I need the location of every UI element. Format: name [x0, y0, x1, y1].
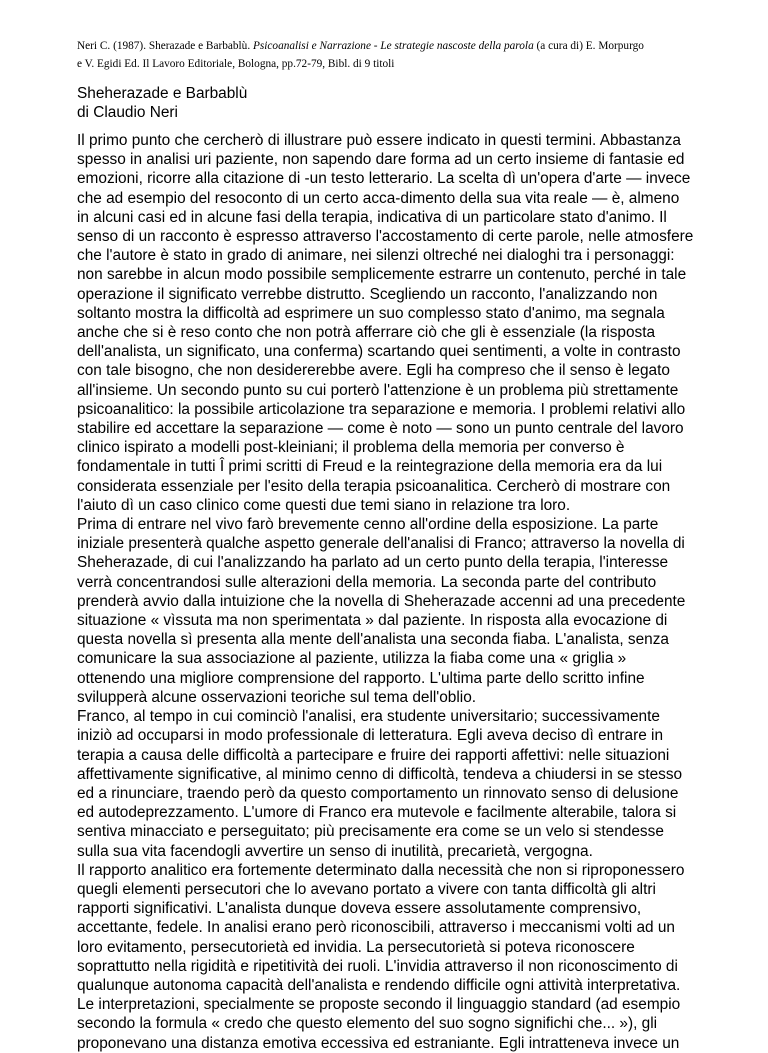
body-line: quegli elementi persecutori che lo avevano portato a vivere con tanta difficoltà gli altri	[77, 880, 656, 898]
citation-line-1	[77, 38, 697, 56]
body-line: ed a rinunciare, traendo però da questo comportamento un rinnovato senso di delusione	[77, 784, 679, 802]
body-line: iniziò ad occuparsi in modo professionale di letteratura. Egli aveva deciso dì entrare in	[77, 727, 664, 745]
body-line: prenderà avvio dalla intuizione che la novella di Sheherazade accenni ad una precedente	[77, 592, 686, 610]
body-line: stabilire ed accettare la separazione — come è noto — sono un punto centrale del lavoro	[77, 420, 684, 438]
body-line: dell'analista, un significato, una conferma) scartando quei sentimenti, a volte in contrasto	[77, 343, 681, 361]
body-line: l'aiuto dì un caso clinico come questi due temi siano in relazione tra loro.	[77, 496, 571, 514]
body-line: che ad esempio del resoconto di un certo acca-dimento della sua vita reale — è, almeno	[77, 189, 680, 207]
citation-editors: (a cura di) E. Morpurgo	[533, 40, 644, 52]
body-line: loro evitamento, persecutorietà ed invidia. La persecutorietà si poteva riconoscere	[77, 938, 635, 956]
citation-author-title: Neri C. (1987). Sherazade e Barbablù.	[77, 40, 253, 52]
body-text	[77, 131, 717, 1053]
body-line: situazione « vìssuta ma non sperimentata » dal paziente. In risposta alla evocazione di	[77, 612, 668, 630]
body-line: emozioni, ricorre alla citazione di -un testo letterario. La scelta dì un'opera d'arte — invece	[77, 170, 691, 188]
title-block	[77, 84, 697, 122]
body-line: terapia a causa delle difficoltà a partecipare e fruire dei rapporti affettivi: nelle situazioni	[77, 746, 670, 764]
body-line: Franco, al tempo in cui cominciò l'analisi, era studente universitario; successivamente	[77, 708, 660, 726]
body-line: svilupperà alcune osservazioni teoriche sul tema dell'oblio.	[77, 688, 477, 706]
body-line: clinico ispirato a modelli post-kleiniani; il problema della memoria per converso è	[77, 439, 625, 457]
body-line: sentiva minacciato e perseguitato; più precisamente era come se un velo si stendesse	[77, 823, 664, 841]
body-line: Prima di entrare nel vivo farò brevemente cenno all'ordine della esposizione. La parte	[77, 516, 659, 534]
body-line: non sarebbe in alcun modo possibile semplicemente estrarre un contenuto, perché in tale	[77, 266, 687, 284]
body-line: all'insieme. Un secondo punto su cui porterò l'attenzione è un problema più strettamente	[77, 381, 679, 399]
body-line: ed autodeprezzamento. L'umore di Franco era mutevole e facilmente alterabile, talora si	[77, 804, 677, 822]
body-line: ottenendo una migliore comprensione del rapporto. L'ultima parte dello scritto infine	[77, 669, 645, 687]
body-line: anche che si è reso conto che non potrà afferrare ciò che gli è essenziale (la risposta	[77, 324, 656, 342]
body-line: fondamentale in tutti Î primi scritti di Freud e la reintegrazione della memoria era da lui	[77, 458, 663, 476]
body-line: considerata essenziale per l'esito della terapia psicoanalitica. Cercherò di mostrare con	[77, 477, 671, 495]
document-author: di Claudio Neri	[77, 104, 178, 121]
citation	[77, 38, 697, 73]
body-line: Le interpretazioni, specialmente se proposte secondo il linguaggio standard (ad esempio	[77, 996, 681, 1014]
body-line: Il rapporto analitico era fortemente determinato dalla necessità che non si riproponessero	[77, 861, 685, 879]
body-line: questa novella sì presenta alla mente dell'analista una seconda fiaba. L'analista, senza	[77, 631, 669, 649]
document-title: Sheherazade e Barbablù	[77, 85, 248, 102]
body-line: Sheherazade, di cui l'analizzando ha parlato ad un certo punto della terapia, l'interesse	[77, 554, 669, 572]
citation-journal: Psicoanalisi e Narrazione - Le strategie nascoste della parola	[252, 40, 534, 52]
body-line: comunicare la sua associazione al paziente, utilizza la fiaba come una « griglia »	[77, 650, 627, 668]
body-line: operazione il significato verrebbe distrutto. Scegliendo un racconto, l'analizzando non	[77, 285, 658, 303]
body-line: qualunque autonoma capacità dell'analista e rendendo difficile ogni attività interpretativa.	[77, 976, 681, 994]
body-line: rapporti significativi. L'analista dunque doveva essere assolutamente comprensivo,	[77, 900, 642, 918]
body-line: iniziale presenterà qualche aspetto generale dell'analisi di Franco; attraverso la novella di	[77, 535, 685, 553]
body-line: senso di un racconto è espresso attraverso l'accostamento di certe parole, nelle atmosfere	[77, 228, 694, 246]
body-line: Il primo punto che cercherò di illustrare può essere indicato in questi termini. Abbastanza	[77, 132, 681, 149]
body-line: verrà concentrandosi sulle alterazioni della memoria. La seconda parte del contributo	[77, 573, 657, 591]
body-line: con tale bisogno, che non desidererebbe avere. Egli ha compreso che il senso è legato	[77, 362, 670, 380]
body-line: affettivamente significative, al minimo cenno di difficoltà, tendeva a chiudersi in se stesso	[77, 765, 683, 783]
body-line: proponevano una distanza emotiva eccessiva ed estraniante. Egli intratteneva invece un	[77, 1034, 680, 1052]
body-line: che l'autore è stato in grado di animare, nei silenzi oltreché nei dialoghi tra i personaggi:	[77, 247, 675, 265]
citation-line-2: e V. Egidi Ed. Il Lavoro Editoriale, Bologna, pp.72-79, Bibl. di 9 titoli	[77, 57, 395, 70]
body-line: psicoanalitico: la possibile articolazione tra separazione e memoria. I problemi relativi allo	[77, 400, 686, 418]
body-line: secondo la formula « credo che questo elemento del suo sogno significhi che... »), gli	[77, 1015, 658, 1033]
body-line: in alcuni casi ed in alcune fasi della terapia, indicativa di un particolare stato d'animo. Il	[77, 208, 667, 226]
body-line: sulla sua vita facendogli avvertire un senso di inutilità, precarietà, vergogna.	[77, 842, 593, 860]
body-line: accettante, fedele. In analisi erano però riconoscibili, attraverso i meccanismi volti ad un	[77, 919, 675, 937]
body-line: spesso in analisi uri paziente, non sapendo dare forma ad un certo insieme di fantasie ed	[77, 151, 685, 169]
body-line: soltanto mostra la difficoltà ad esprimere un suo complesso stato d'animo, ma segnala	[77, 304, 665, 322]
body-line: soprattutto nella rigidità e ripetitività dei ruoli. L'invidia attraverso il non riconoscimento di	[77, 957, 678, 975]
